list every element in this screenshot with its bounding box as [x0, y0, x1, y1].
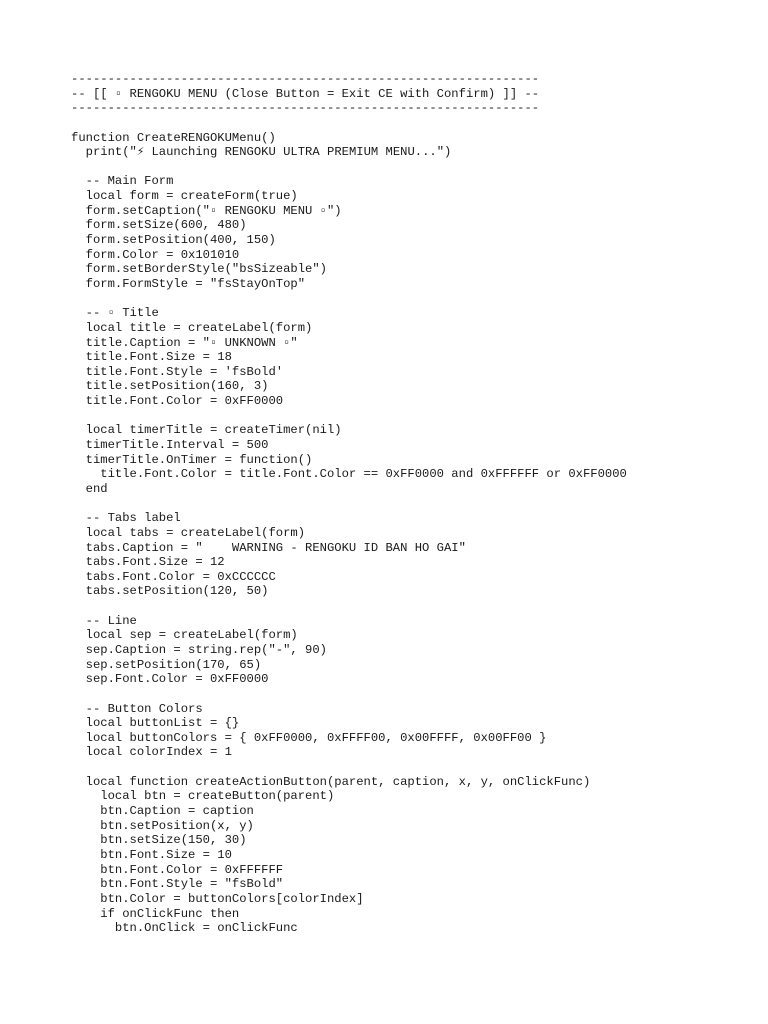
code-line: btn.setPosition(x, y): [71, 818, 254, 833]
code-line: -- Line: [71, 613, 137, 628]
code-line: -- Tabs label: [71, 511, 181, 526]
code-line: title.Font.Style = 'fsBold': [71, 364, 284, 379]
code-line: sep.Caption = string.rep("-", 90): [71, 642, 327, 657]
code-line: btn.Color = buttonColors[colorIndex]: [71, 891, 364, 906]
code-line: title.Font.Color = 0xFF0000: [71, 394, 284, 409]
code-line: form.setCaption("▫ RENGOKU MENU ▫"): [71, 203, 342, 218]
code-line: [71, 599, 761, 614]
code-line: tabs.Font.Size = 12: [71, 555, 225, 570]
code-listing: [71, 72, 761, 936]
code-line: function CreateRENGOKUMenu(): [71, 130, 276, 145]
code-line: title.Font.Color = title.Font.Color == 0xFF0000 and 0xFFFFFF or 0xFF0000: [71, 467, 627, 482]
code-line: title.setPosition(160, 3): [71, 379, 269, 394]
code-line: local timerTitle = createTimer(nil): [71, 423, 342, 438]
code-line: [71, 760, 761, 775]
code-line: timerTitle.OnTimer = function(): [71, 452, 313, 467]
code-line: form.Color = 0x101010: [71, 247, 240, 262]
code-line: -- Main Form: [71, 174, 174, 189]
code-line: sep.Font.Color = 0xFF0000: [71, 672, 269, 687]
code-line: btn.Font.Style = "fsBold": [71, 877, 284, 892]
code-line: btn.Font.Size = 10: [71, 847, 232, 862]
code-line: local btn = createButton(parent): [71, 789, 335, 804]
code-line: sep.setPosition(170, 65): [71, 657, 262, 672]
code-line: local title = createLabel(form): [71, 320, 313, 335]
code-line: [71, 292, 761, 307]
code-line: form.setPosition(400, 150): [71, 233, 276, 248]
code-line: local colorIndex = 1: [71, 745, 232, 760]
code-line: [71, 160, 761, 175]
code-line: local sep = createLabel(form): [71, 628, 298, 643]
code-line: form.FormStyle = "fsStayOnTop": [71, 276, 306, 291]
code-line: -- [[ ▫ RENGOKU MENU (Close Button = Exit CE with Confirm) ]] --: [71, 86, 540, 101]
code-line: local tabs = createLabel(form): [71, 525, 306, 540]
code-line: tabs.Font.Color = 0xCCCCCC: [71, 569, 276, 584]
code-line: -- Button Colors: [71, 701, 203, 716]
code-line: local buttonList = {}: [71, 716, 240, 731]
code-line: end: [71, 481, 108, 496]
code-line: title.Caption = "▫ UNKNOWN ▫": [71, 335, 298, 350]
code-line: -- ▫ Title: [71, 306, 159, 321]
code-line: tabs.setPosition(120, 50): [71, 584, 269, 599]
code-line: [71, 687, 761, 702]
code-line: btn.setSize(150, 30): [71, 833, 247, 848]
code-line: ----------------------------------------------------------------: [71, 72, 540, 86]
code-line: form.setBorderStyle("bsSizeable"): [71, 262, 327, 277]
code-line: if onClickFunc then: [71, 906, 240, 921]
code-line: local form = createForm(true): [71, 189, 298, 204]
code-line: title.Font.Size = 18: [71, 350, 232, 365]
code-line: [71, 116, 761, 131]
code-line: timerTitle.Interval = 500: [71, 438, 269, 453]
code-line: btn.Caption = caption: [71, 804, 254, 819]
code-line: [71, 497, 761, 512]
code-line: ----------------------------------------------------------------: [71, 101, 540, 116]
code-line: form.setSize(600, 480): [71, 218, 247, 233]
code-line: btn.OnClick = onClickFunc: [71, 921, 298, 936]
code-line: local buttonColors = { 0xFF0000, 0xFFFF00, 0x00FFFF, 0x00FF00 }: [71, 730, 547, 745]
code-line: local function createActionButton(parent, caption, x, y, onClickFunc): [71, 774, 591, 789]
code-line: [71, 409, 761, 424]
code-line: print("⚡ Launching RENGOKU ULTRA PREMIUM MENU..."): [71, 145, 452, 160]
code-line: tabs.Caption = " WARNING - RENGOKU ID BAN HO GAI": [71, 540, 466, 555]
code-line: btn.Font.Color = 0xFFFFFF: [71, 862, 284, 877]
